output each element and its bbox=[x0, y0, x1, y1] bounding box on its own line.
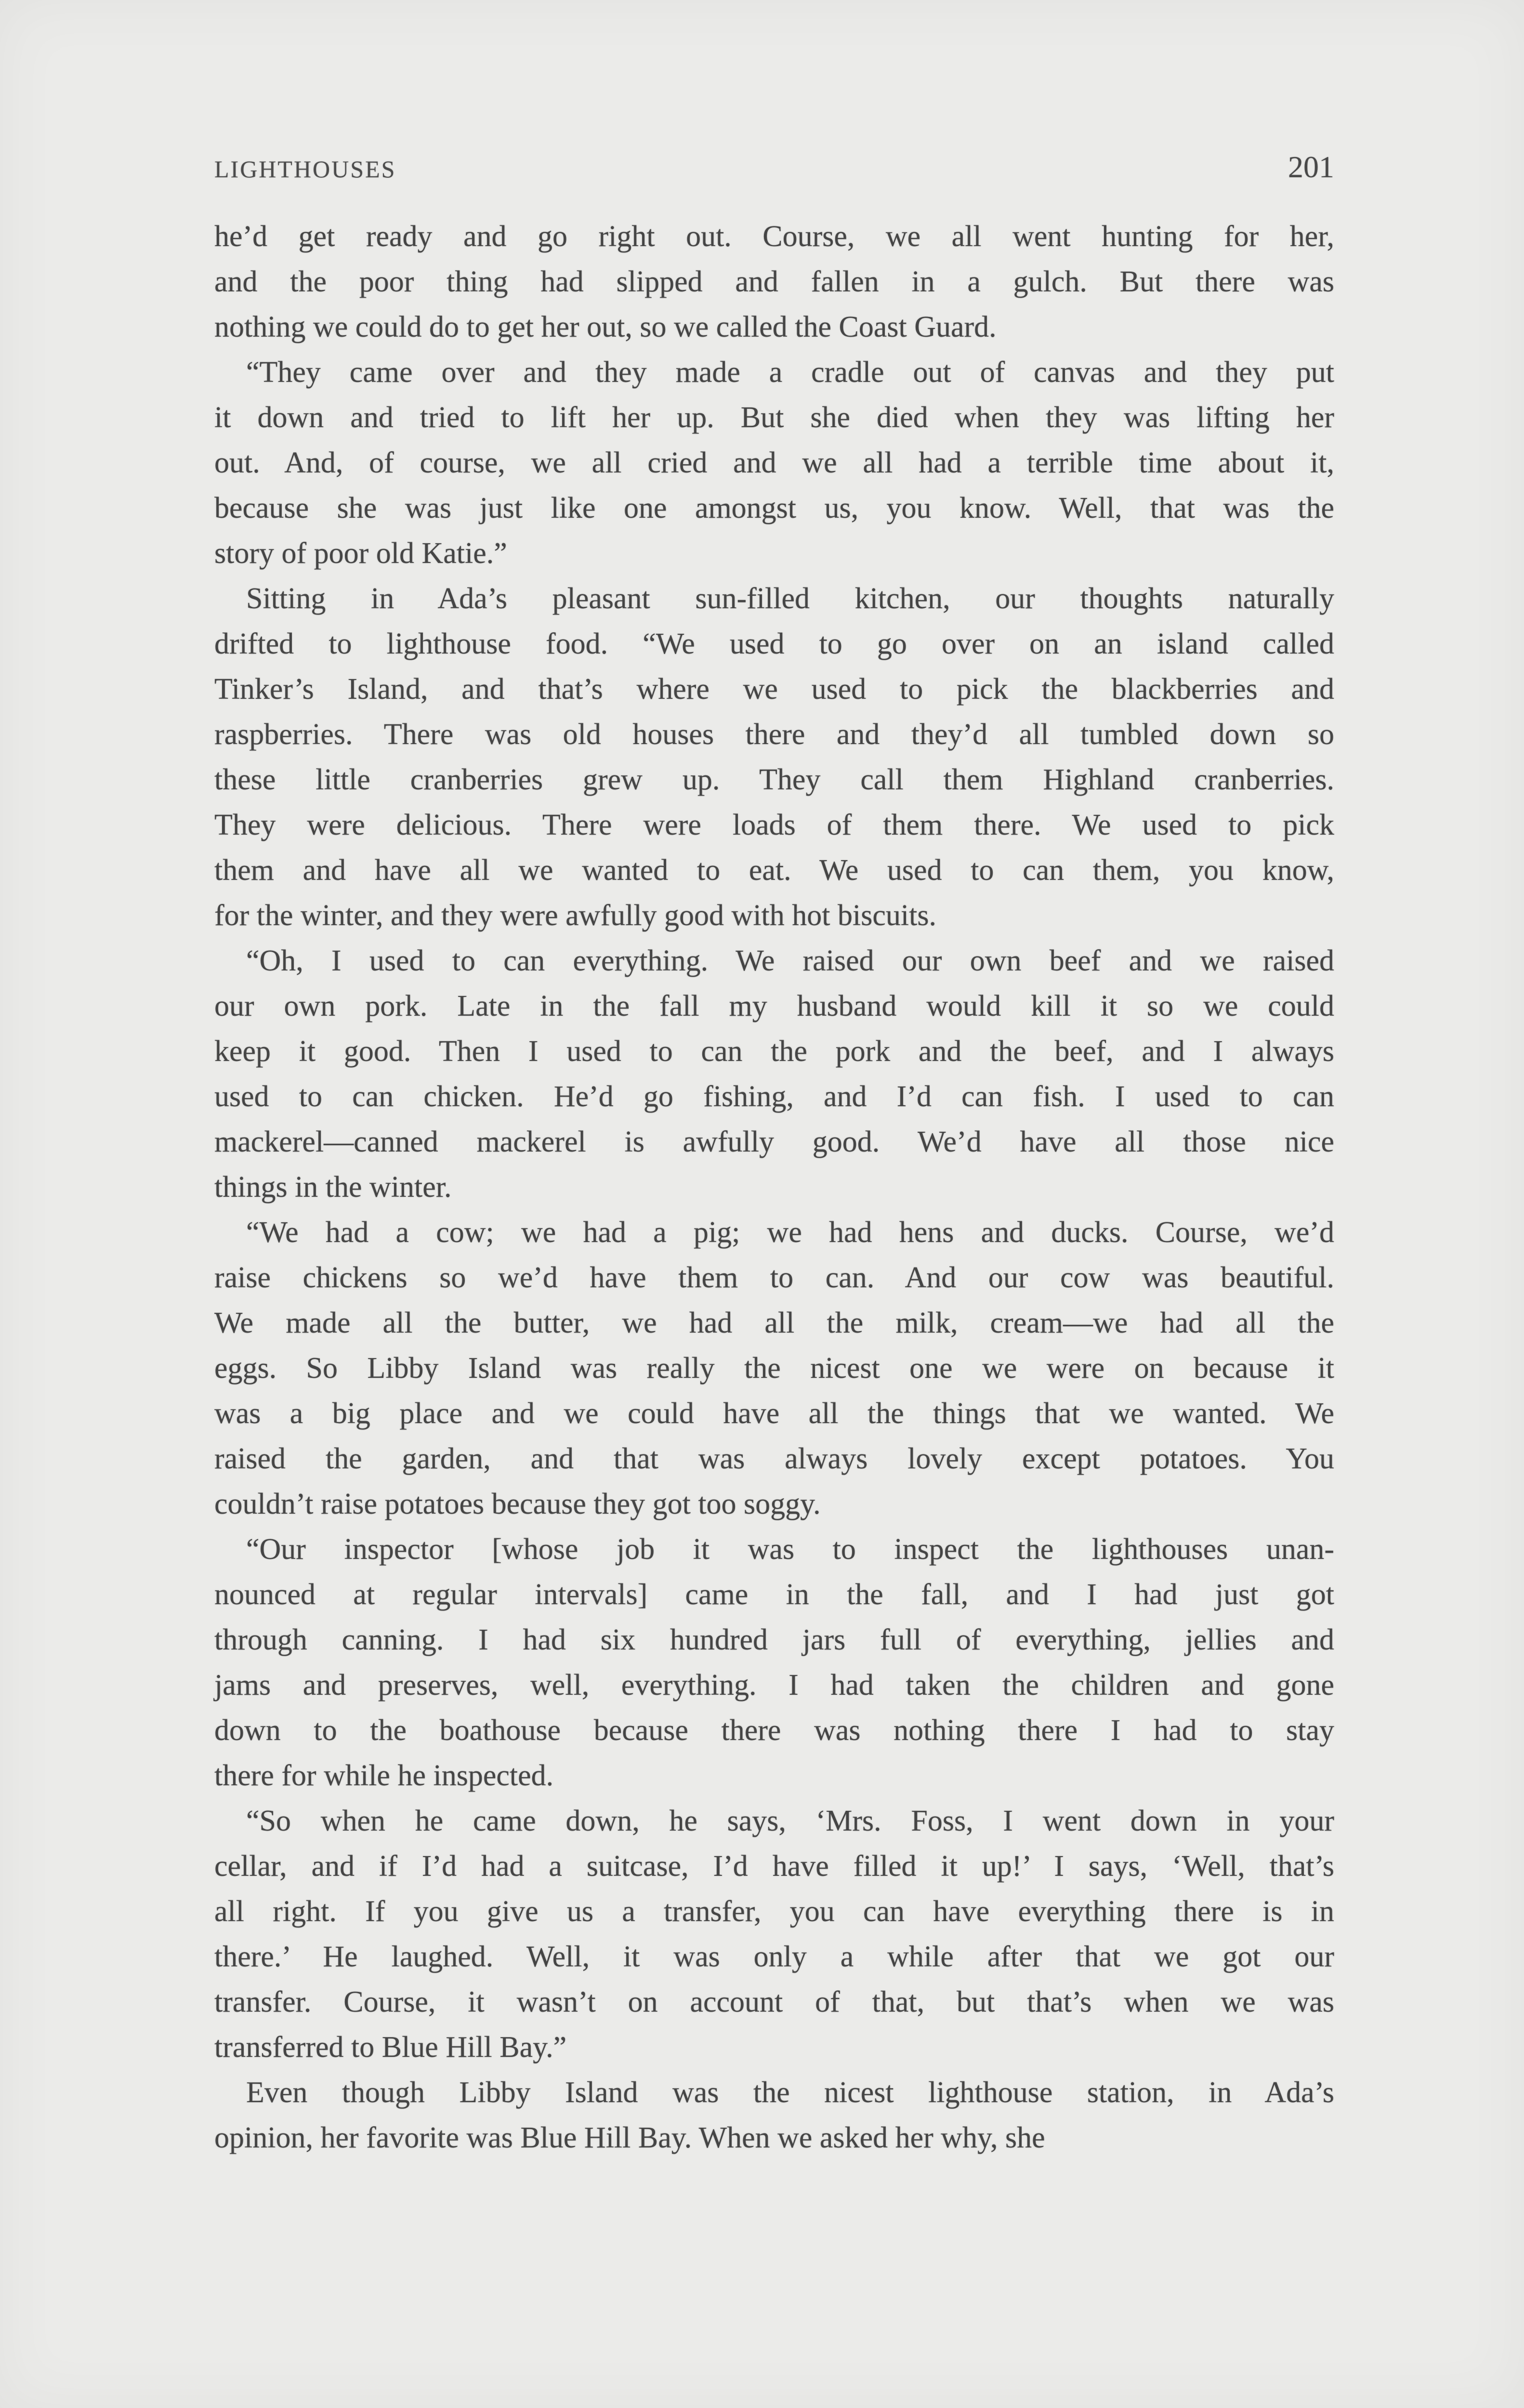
text-line: keep it good. Then I used to can the pork and the beef, and I always bbox=[214, 1035, 1334, 1068]
text-line: raised the garden, and that was always lovely except potatoes. You bbox=[214, 1442, 1334, 1475]
text-line: drifted to lighthouse food. “We used to go over on an island called bbox=[214, 628, 1334, 660]
text-line: out. And, of course, we all cried and we all had a terrible time about it, bbox=[214, 446, 1334, 479]
text-line: there.’ He laughed. Well, it was only a while after that we got our bbox=[214, 1940, 1334, 1973]
text-line: things in the winter. bbox=[214, 1171, 452, 1204]
text-line: was a big place and we could have all the things that we wanted. We bbox=[214, 1397, 1334, 1430]
text-line: our own pork. Late in the fall my husband would kill it so we could bbox=[214, 990, 1334, 1022]
text-line: Tinker’s Island, and that’s where we used to pick the blackberries and bbox=[214, 673, 1334, 706]
text-line: “So when he came down, he says, ‘Mrs. Foss, I went down in your bbox=[246, 1805, 1334, 1837]
text-line: “They came over and they made a cradle out of canvas and they put bbox=[246, 356, 1334, 389]
running-title: LIGHTHOUSES bbox=[214, 156, 396, 183]
paragraph bbox=[214, 350, 1334, 576]
text-line: “Our inspector [whose job it was to inspect the lighthouses unan- bbox=[246, 1533, 1334, 1566]
text-line: We made all the butter, we had all the milk, cream—we had all the bbox=[214, 1307, 1334, 1339]
text-line: raise chickens so we’d have them to can. And our cow was beautiful. bbox=[214, 1261, 1334, 1294]
running-head bbox=[214, 150, 1334, 184]
paragraph bbox=[214, 1798, 1334, 2070]
paragraph bbox=[214, 1527, 1334, 1798]
body-text bbox=[214, 214, 1334, 2160]
text-line: opinion, her favorite was Blue Hill Bay. When we asked her why, she bbox=[214, 2121, 1045, 2154]
text-line: jams and preserves, well, everything. I had taken the children and gone bbox=[214, 1669, 1334, 1701]
text-line: down to the boathouse because there was nothing there I had to stay bbox=[214, 1714, 1334, 1747]
text-line: nothing we could do to get her out, so we called the Coast Guard. bbox=[214, 311, 997, 343]
paragraph bbox=[214, 214, 1334, 350]
page-number: 201 bbox=[1288, 150, 1334, 184]
paragraph bbox=[214, 576, 1334, 938]
text-line: “Oh, I used to can everything. We raised our own beef and we raised bbox=[246, 944, 1334, 977]
text-line: mackerel—canned mackerel is awfully good. We’d have all those nice bbox=[214, 1125, 1334, 1158]
text-line: and the poor thing had slipped and fallen in a gulch. But there was bbox=[214, 265, 1334, 298]
text-line: “We had a cow; we had a pig; we had hens and ducks. Course, we’d bbox=[246, 1216, 1334, 1249]
text-line: Sitting in Ada’s pleasant sun-filled kitchen, our thoughts naturally bbox=[246, 582, 1334, 615]
text-line: all right. If you give us a transfer, you can have everything there is in bbox=[214, 1895, 1334, 1928]
text-line: for the winter, and they were awfully good with hot biscuits. bbox=[214, 899, 936, 932]
paragraph bbox=[214, 2070, 1334, 2160]
text-line: he’d get ready and go right out. Course, we all went hunting for her, bbox=[214, 220, 1334, 253]
text-line: raspberries. There was old houses there and they’d all tumbled down so bbox=[214, 718, 1334, 751]
text-line: there for while he inspected. bbox=[214, 1759, 554, 1792]
text-line: couldn’t raise potatoes because they got too soggy. bbox=[214, 1488, 821, 1520]
paragraph bbox=[214, 1210, 1334, 1527]
page-content bbox=[214, 150, 1334, 2160]
text-line: Even though Libby Island was the nicest lighthouse station, in Ada’s bbox=[246, 2076, 1334, 2109]
text-line: transferred to Blue Hill Bay.” bbox=[214, 2031, 567, 2064]
text-line: through canning. I had six hundred jars full of everything, jellies and bbox=[214, 1623, 1334, 1656]
text-line: transfer. Course, it wasn’t on account of that, but that’s when we was bbox=[214, 1986, 1334, 2018]
text-line: story of poor old Katie.” bbox=[214, 537, 507, 570]
text-line: them and have all we wanted to eat. We used to can them, you know, bbox=[214, 854, 1334, 887]
text-line: these little cranberries grew up. They call them Highland cranberries. bbox=[214, 763, 1334, 796]
text-line: it down and tried to lift her up. But she died when they was lifting her bbox=[214, 401, 1334, 434]
text-line: used to can chicken. He’d go fishing, and I’d can fish. I used to can bbox=[214, 1080, 1334, 1113]
text-line: because she was just like one amongst us, you know. Well, that was the bbox=[214, 492, 1334, 524]
text-line: They were delicious. There were loads of them there. We used to pick bbox=[214, 809, 1334, 841]
paragraph bbox=[214, 938, 1334, 1210]
text-line: cellar, and if I’d had a suitcase, I’d have filled it up!’ I says, ‘Well, that’s bbox=[214, 1850, 1334, 1883]
text-line: eggs. So Libby Island was really the nicest one we were on because it bbox=[214, 1352, 1334, 1385]
text-line: nounced at regular intervals] came in the fall, and I had just got bbox=[214, 1578, 1334, 1611]
